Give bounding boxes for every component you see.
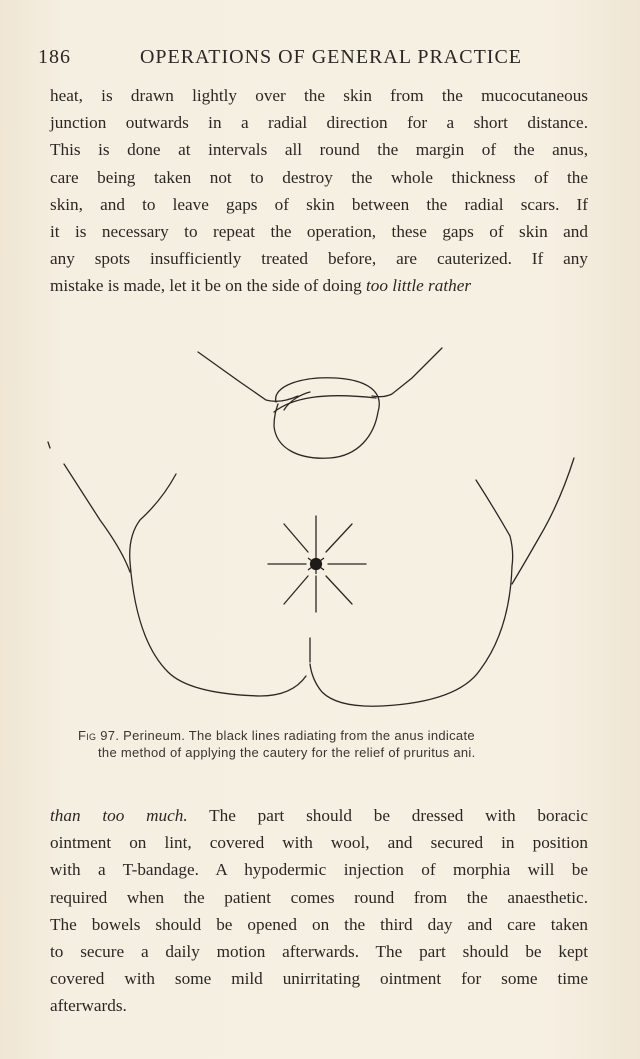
thigh-line-left-lower [64, 464, 130, 572]
text-plain: The part should be dressed with boracic [187, 806, 588, 825]
caption-text: Perineum. The black lines radiating from the anus indicate [123, 728, 475, 743]
figure-label: Fig 97. [78, 728, 120, 743]
page-number: 186 [38, 46, 71, 68]
text-line [50, 802, 588, 829]
text-italic: than too much. [50, 806, 188, 825]
buttock-right-outline [310, 566, 512, 706]
text-line: skin, and to leave gaps of skin between the radial scars. If [50, 194, 588, 214]
thigh-line-right [512, 458, 574, 584]
text-line: covered with some mild unirritating ointment for some time [50, 969, 588, 989]
text-line: required when the patient comes round from the anaesthetic. [50, 887, 588, 907]
radial-line-lower-left [284, 576, 308, 604]
groin-line-right [372, 348, 442, 397]
text-line: heat, is drawn lightly over the skin from the mucocutaneous [50, 86, 588, 105]
text-line: with a T-bandage. A hypodermic injection of morphia will be [50, 860, 588, 880]
text-line: The bowels should be opened on the third day and care taken [50, 914, 588, 934]
perineum-illustration [40, 340, 600, 720]
radial-line-lower-right [326, 576, 352, 604]
buttock-left-outline [130, 562, 306, 696]
text-line: ointment on lint, covered with wool, and secured in position [50, 833, 588, 853]
groin-line-left [198, 352, 298, 401]
figure-caption [60, 727, 580, 761]
text-italic: too little rather [366, 276, 472, 296]
page-header [38, 46, 522, 69]
buttock-right-crease [476, 480, 513, 566]
caption-text: the method of applying the cautery for the relief of pruritus ani. [98, 745, 476, 760]
scrotum-outline [274, 378, 379, 458]
text-line: any spots insufficiently treated before, are cauterized. If any [50, 249, 588, 269]
running-title: OPERATIONS OF GENERAL PRACTICE [139, 46, 522, 68]
text-line: to secure a daily motion afterwards. The part should be kept [50, 942, 588, 962]
text-line: it is necessary to repeat the operation, these gaps of skin and [50, 222, 588, 242]
paragraph-bottom [50, 802, 588, 1020]
text-line: This is done at intervals all round the margin of the anus, [50, 140, 588, 160]
text-plain: mistake is made, let it be on the side of doing [50, 276, 366, 296]
anus-mark [308, 554, 324, 574]
radial-line-upper-left [284, 524, 308, 552]
text-line: junction outwards in a radial direction for a short distance. [50, 113, 588, 133]
text-line: care being taken not to destroy the whole thickness of the [50, 167, 588, 187]
text-line: afterwards. [50, 996, 127, 1016]
radial-line-upper-right [326, 524, 352, 552]
buttock-left-crease [130, 474, 176, 562]
thigh-line-left [48, 442, 50, 448]
text-line [50, 272, 588, 299]
paragraph-top [50, 82, 588, 300]
